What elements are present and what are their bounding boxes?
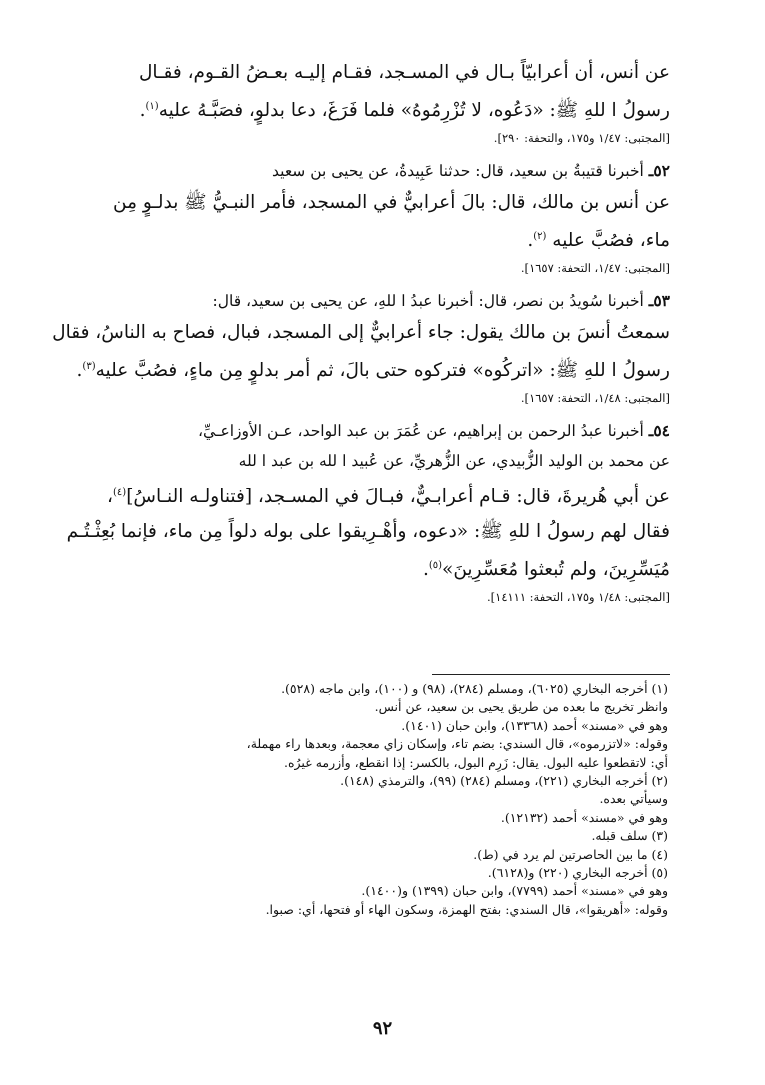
isnad-line [82,416,670,446]
footnote-line: وهو في «مسند» أحمد (٧٧٩٩)، وابن حبان (١٣٩٩) و(١٤٠٠). [361,883,668,899]
hadith-53 [52,286,670,408]
text-span: عن أبي هُريرةَ، قال: قـام أعرابـيٌّ، فبـالَ في المسـجد، [فتناولـه النـاسُ] [126,486,670,508]
text-line [82,476,670,514]
text-span: مُيَسِّرِينَ، ولم تُبعثوا مُعَسِّرِينَ» [442,558,670,580]
footnote-separator [432,674,670,675]
hadith-52 [82,156,670,278]
footnote-line: أي: لاتقطعوا عليه البول. يقال: زَرِم البول، بالكسر: إذا انقطع، وأزرمه غيرُه. [284,754,668,770]
footnote-line: (٥) أخرجه البخاري (٢٢٠) و(٦١٢٨). [487,865,668,881]
isnad-text: أخبرنا عبدُ الرحمن بن إبراهيم، عن عُمَرَ بن عبد الواحد، عـن الأوزاعـيِّ، [197,422,644,441]
text-line: عن أنس، أن أعرابيّاً بـال في المسـجد، فقـام إليـه بعـضُ القـوم، فقـال [138,62,670,83]
text-line: ماء، فصُبَّ عليه $^{(٢)}$. [527,230,670,252]
text-line: عن أنس بن مالك، قال: بالَ أعرابيٌّ في المسجد، فأمر النبـيُّ ﷺ بدلـوٍ مِن [113,192,670,214]
footnote-line: وهو في «مسند» أحمد (١٣٣٦٨)، وابن حبان (١٤٠١). [401,717,668,733]
source-reference: [المجتبى: ١/٤٨، التحفة: ١٦٥٧]. [520,391,670,406]
main-text [52,56,670,615]
footnote-line: (٢) أخرجه البخاري (٢٢١)، ومسلم (٢٨٤) (٩٩)، والترمذي (١٤٨). [340,773,668,789]
punctuation: ، [107,486,113,508]
footnotes [82,680,668,919]
isnad-text: أخبرنا سُويدُ بن نصر، قال: أخبرنا عبدُ ا للهِ، عن يحيى بن سعيد، قال: [212,292,644,311]
text-span: رسولُ ا للهِ ﷺ: «اتركُوه» فتركوه حتى بالَ، ثم أمر بدلوٍ مِن ماءٍ، فصُبَّ عليه [95,360,670,382]
footnote-marker: (٥) [428,559,443,571]
page-number: ٩٢ [372,1018,393,1039]
hadith-51 [82,56,670,148]
text-span: رسولُ ا للهِ ﷺ: «دَعُوه، لا تُزْرِمُوهُ» فلما فَرَغَ، دعا بدلوٍ، فصَبَّـهُ عليه [158,100,670,122]
isnad-line: عن محمد بن الوليد الزُّبيدي، عن الزُّهريِّ، عن عُبيد ا لله بن عبد ا لله [238,452,670,471]
isnad-line [82,156,670,186]
footnote-marker: (٢) [533,231,547,243]
source-reference: [المجتبى: ١/٤٧، التحفة: ١٦٥٧]. [520,261,670,276]
text-line: سمعتُ أنسَ بن مالك يقول: جاء أعرابيٌّ إلى المسجد، فبال، فصاح به الناسُ، فقال [52,322,670,344]
footnote-line: وسيأتي بعده. [599,791,668,807]
footnote-line: وانظر تخريج ما بعده من طريق يحيى بن سعيد، عن أنس. [374,699,668,715]
hadith-number: ٥٢ـ [648,161,670,181]
footnote-marker: (١) [145,101,159,112]
footnote-marker: (٣) [82,361,96,373]
hadith-number: ٥٤ـ [648,421,670,441]
text-line: فقال لهم رسولُ ا للهِ ﷺ: «دعوه، وأهْـرِيقوا على بوله دلواً مِن ماء، فإنما بُعِثْـتُـم [66,520,670,542]
text-line: رسولُ ا للهِ ﷺ: «اتركُوه» فتركوه حتى بالَ، ثم أمر بدلوٍ مِن ماءٍ، فصُبَّ عليه$^{(٣)}$. [76,360,670,382]
isnad-line [82,286,670,316]
isnad-text: أخبرنا قتيبةُ بن سعيد، قال: حدثنا عَبِيدةُ، عن يحيى بن سعيد [272,162,644,181]
punctuation: . [422,558,429,580]
footnote-line: وقوله: «لاتزرموه»، قال السندي: بضم تاء، وإسكان زاي معجمة، وبعدها راء مهملة، [246,736,668,752]
footnote-line: وهو في «مسند» أحمد (١٢١٣٢). [500,809,668,825]
hadith-number: ٥٣ـ [648,291,670,311]
source-reference: [المجتبى: ١/٤٧ و١٧٥، والتحفة: ٢٩٠]. [493,131,670,146]
footnote-marker: (٤) [113,487,127,499]
source-reference: [المجتبى: ١/٤٨ و١٧٥، التحفة: ١٤١١١]. [486,589,670,604]
footnote-line: (٣) سلف قبله. [591,828,668,844]
footnote-line: وقوله: «أهريقوا»، قال السندي: بفتح الهمزة، وسكون الهاء أو فتحها، أي: صبوا. [265,901,668,917]
text-span: ماء، فصُبَّ عليه [552,230,670,252]
text-line: رسولُ ا للهِ ﷺ: «دَعُوه، لا تُزْرِمُوهُ» فلما فَرَغَ، دعا بدلوٍ، فصَبَّـهُ عليه$^{(١)}$. [139,100,670,122]
footnote-line: (١) أخرجه البخاري (٦٠٢٥)، ومسلم (٢٨٤)، (٩٨) و (١٠٠)، وابن ماجه (٥٢٨). [281,681,668,696]
hadith-54 [66,416,670,606]
footnote-line: (٤) ما بين الحاصرتين لم يرد في (ط). [473,846,668,862]
text-line [82,549,670,587]
